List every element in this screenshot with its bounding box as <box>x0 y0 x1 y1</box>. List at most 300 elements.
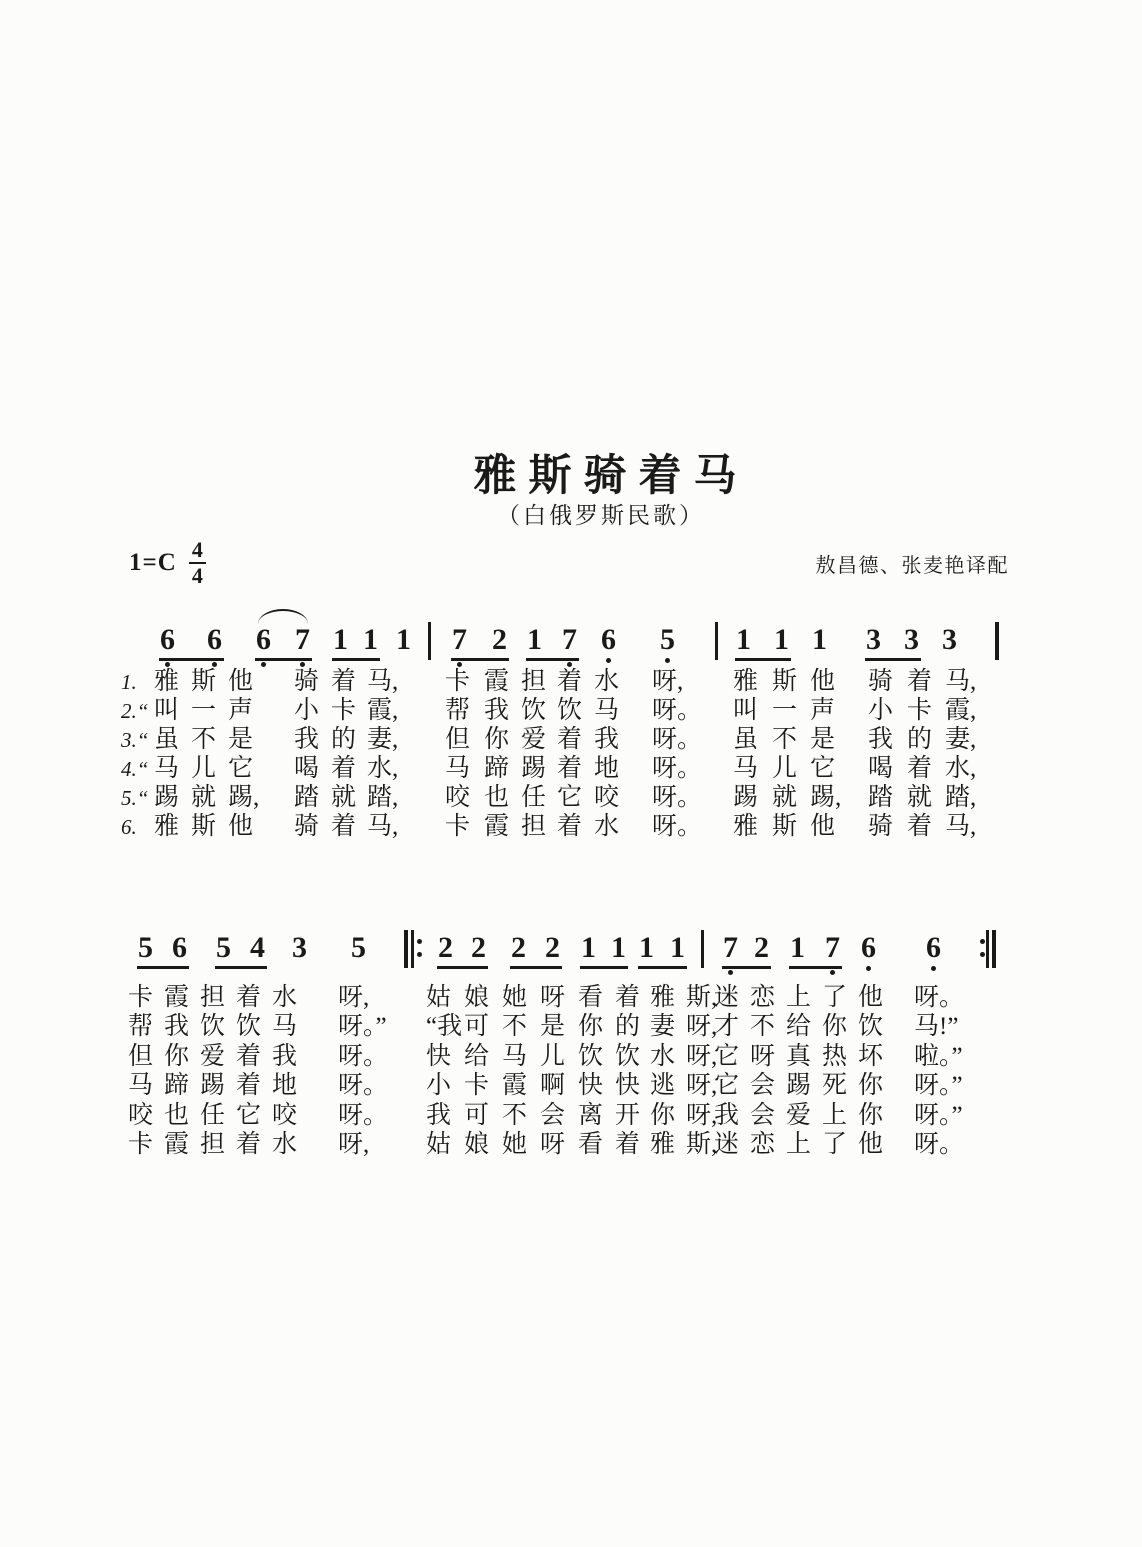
lyric-syllable: 饮 <box>578 1042 604 1070</box>
lyric-syllable: 踢 <box>786 1072 812 1100</box>
note-digit: 5 <box>660 623 675 656</box>
lyric-syllable: 踢, <box>228 784 260 811</box>
low-octave-dot <box>165 662 170 667</box>
lyric-syllable: 踢 <box>733 784 759 811</box>
lyric-syllable: 霞 <box>484 668 510 695</box>
lyric-syllable: 帮 <box>445 697 471 724</box>
lyric-syllable: 但 <box>128 1042 154 1070</box>
lyric-syllable: 卡 <box>907 697 933 724</box>
note-digit: 1 <box>581 931 596 964</box>
lyric-syllable: 卡 <box>128 1131 154 1158</box>
lyric-syllable: 水 <box>650 1042 676 1070</box>
lyric-syllable: 呀。 <box>338 1072 389 1100</box>
lyric-syllable: 卡 <box>464 1072 490 1100</box>
lyric-syllable: 真 <box>786 1042 812 1070</box>
lyric-syllable: 马 <box>128 1072 154 1100</box>
lyric-syllable: 呀, <box>338 984 370 1011</box>
lyric-syllable: 呀。 <box>914 1131 965 1158</box>
repeat-dot <box>980 952 985 957</box>
lyric-syllable: 就 <box>331 784 357 811</box>
lyric-syllable: 呀。 <box>338 1042 389 1070</box>
lyric-syllable: 着 <box>236 984 262 1011</box>
lyric-syllable: 水, <box>367 755 399 782</box>
lyric-syllable: 呀, <box>686 1072 718 1100</box>
lyric-syllable: 霞 <box>164 984 190 1011</box>
lyric-syllable: 踏 <box>294 784 320 811</box>
eighth-underline <box>735 658 791 661</box>
lyric-syllable: 水, <box>945 755 977 782</box>
lyric-syllable: 着 <box>236 1042 262 1070</box>
lyric-syllable: 娘 <box>464 1131 490 1158</box>
lyric-syllable: 斯 <box>772 668 798 695</box>
lyric-syllable: 你 <box>484 726 510 753</box>
lyric-syllable: 上 <box>786 984 812 1011</box>
note-digit: 1 <box>396 623 411 656</box>
song-title: 雅斯骑着马 <box>473 453 749 500</box>
lyric-syllable: 霞 <box>164 1131 190 1158</box>
lyric-syllable: 担 <box>521 813 547 840</box>
lyric-syllable: 儿 <box>191 755 217 782</box>
note-digit: 6 <box>601 623 616 656</box>
lyric-syllable: 马 <box>272 1013 298 1041</box>
note-digit: 1 <box>333 623 348 656</box>
lyric-syllable: 我 <box>594 726 620 753</box>
lyric-syllable: 踏, <box>367 784 399 811</box>
lyric-syllable: 不 <box>502 1013 528 1041</box>
lyric-syllable: 地 <box>272 1072 298 1100</box>
note-digit: 2 <box>471 931 486 964</box>
lyric-syllable: 呀。” <box>338 1013 387 1041</box>
lyric-syllable: 会 <box>540 1101 566 1129</box>
note-digit: 1 <box>670 931 685 964</box>
low-octave-dot <box>866 966 871 971</box>
lyric-syllable: 你 <box>650 1101 676 1129</box>
lyric-syllable: 的 <box>331 726 357 753</box>
note-digit: 1 <box>527 623 542 656</box>
lyric-syllable: 着 <box>907 668 933 695</box>
lyric-syllable: 妻, <box>945 726 977 753</box>
lyric-syllable: 蹄 <box>484 755 510 782</box>
lyric-syllable: 斯 <box>191 668 217 695</box>
note-digit: 5 <box>138 931 153 964</box>
lyric-syllable: 咬 <box>594 784 620 811</box>
lyric-syllable: 了 <box>822 1131 848 1158</box>
lyric-syllable: 恋 <box>750 984 776 1011</box>
lyric-syllable: 看 <box>578 1131 604 1158</box>
lyric-syllable: 他 <box>858 1131 884 1158</box>
lyric-syllable: 霞 <box>484 813 510 840</box>
low-octave-dot <box>606 658 611 663</box>
lyric-syllable: 但 <box>445 726 471 753</box>
lyric-syllable: 看 <box>578 984 604 1011</box>
lyric-syllable: 死 <box>822 1072 848 1100</box>
note-digit: 1 <box>790 931 805 964</box>
lyric-syllable: 上 <box>786 1131 812 1158</box>
song-subtitle: （白俄罗斯民歌） <box>497 503 705 528</box>
lyric-syllable: 迷 <box>714 1131 740 1158</box>
verse-number: 5.“ <box>121 786 149 810</box>
lyric-syllable: 着 <box>615 984 641 1011</box>
lyric-syllable: 它 <box>714 1072 740 1100</box>
lyric-syllable: 他 <box>810 668 836 695</box>
note-digit: 5 <box>216 931 231 964</box>
lyric-syllable: 雅 <box>154 813 180 840</box>
lyric-syllable: 斯, <box>686 1131 718 1158</box>
lyric-syllable: 姑 <box>426 984 452 1011</box>
lyric-syllable: 恋 <box>750 1131 776 1158</box>
lyric-syllable: 声 <box>228 697 254 724</box>
lyric-syllable: 着 <box>557 755 583 782</box>
lyric-syllable: 霞, <box>367 697 399 724</box>
lyric-syllable: 我 <box>294 726 320 753</box>
lyric-syllable: 马, <box>945 668 977 695</box>
lyric-syllable: 呀。 <box>914 984 965 1011</box>
lyric-syllable: 着 <box>331 755 357 782</box>
note-digit: 6 <box>926 931 941 964</box>
note-digit: 6 <box>861 931 876 964</box>
lyric-syllable: 快 <box>615 1072 641 1100</box>
lyric-syllable: 可 <box>464 1013 490 1041</box>
lyric-syllable: 雅 <box>650 984 676 1011</box>
key-and-meter <box>129 539 206 587</box>
low-octave-dot <box>212 662 217 667</box>
lyric-syllable: 给 <box>464 1042 490 1070</box>
eighth-underline <box>137 966 189 969</box>
lyric-syllable: 它 <box>557 784 583 811</box>
eighth-underline <box>526 658 579 661</box>
lyric-syllable: 呀, <box>686 1042 718 1070</box>
lyric-syllable: 呀, <box>686 1101 718 1129</box>
lyric-syllable: 妻 <box>650 1013 676 1041</box>
lyric-syllable: 水 <box>272 984 298 1011</box>
note-digit: 6 <box>160 623 175 656</box>
lyric-syllable: 也 <box>164 1101 190 1129</box>
lyric-syllable: 儿 <box>772 755 798 782</box>
lyric-syllable: 我 <box>272 1042 298 1070</box>
verse-number: 3.“ <box>121 728 149 752</box>
low-octave-dot <box>457 662 462 667</box>
lyric-syllable: 担 <box>521 668 547 695</box>
lyric-syllable: 咬 <box>445 784 471 811</box>
lyric-syllable: 着 <box>331 668 357 695</box>
note-digit: 2 <box>754 931 769 964</box>
lyric-syllable: 蹄 <box>164 1072 190 1100</box>
lyric-syllable: 就 <box>772 784 798 811</box>
meter-numerator: 4 <box>189 539 206 564</box>
lyric-syllable: 踏, <box>945 784 977 811</box>
lyric-syllable: 一 <box>191 697 217 724</box>
note-digit: 2 <box>511 931 526 964</box>
lyric-syllable: 马 <box>733 755 759 782</box>
lyric-syllable: 爱 <box>521 726 547 753</box>
lyric-syllable: 饮 <box>236 1013 262 1041</box>
lyric-syllable: 离 <box>578 1101 604 1129</box>
note-digit: 7 <box>825 931 840 964</box>
lyric-syllable: 霞 <box>502 1072 528 1100</box>
lyric-syllable: 马, <box>367 813 399 840</box>
barline <box>715 622 718 660</box>
lyric-syllable: 马, <box>945 813 977 840</box>
lyric-syllable: 是 <box>810 726 836 753</box>
eighth-underline <box>722 966 771 969</box>
low-octave-dot <box>567 662 572 667</box>
translator-credits: 敖昌德、张麦艳译配 <box>815 555 1009 577</box>
lyric-syllable: 叫 <box>733 697 759 724</box>
eighth-underline <box>255 658 312 661</box>
lyric-syllable: 马, <box>367 668 399 695</box>
lyric-syllable: 你 <box>858 1072 884 1100</box>
lyric-syllable: 不 <box>191 726 217 753</box>
lyric-syllable: 是 <box>540 1013 566 1041</box>
lyric-syllable: 爱 <box>786 1101 812 1129</box>
lyric-syllable: 着 <box>907 755 933 782</box>
lyric-syllable: 斯 <box>191 813 217 840</box>
lyric-syllable: 小 <box>426 1072 452 1100</box>
lyric-syllable: 坏 <box>858 1042 884 1070</box>
lyric-syllable: 上 <box>822 1101 848 1129</box>
lyric-syllable: 踏 <box>868 784 894 811</box>
lyric-syllable: 的 <box>907 726 933 753</box>
lyric-syllable: 呀。” <box>914 1101 963 1129</box>
lyric-syllable: 呀 <box>540 1131 566 1158</box>
note-digit: 7 <box>295 623 310 656</box>
lyric-syllable: 着 <box>907 813 933 840</box>
lyric-syllable: 卡 <box>445 813 471 840</box>
note-digit: 4 <box>250 931 265 964</box>
lyric-syllable: 呀。 <box>652 813 703 840</box>
lyric-syllable: 它 <box>236 1101 262 1129</box>
lyric-syllable: 着 <box>236 1131 262 1158</box>
lyric-syllable: 任 <box>521 784 547 811</box>
lyric-syllable: 呀, <box>652 668 684 695</box>
barline <box>428 622 431 660</box>
lyric-syllable: 逃 <box>650 1072 676 1100</box>
lyric-syllable: 不 <box>502 1101 528 1129</box>
lyric-syllable: 快 <box>578 1072 604 1100</box>
lyric-syllable: 小 <box>294 697 320 724</box>
lyric-syllable: 给 <box>786 1013 812 1041</box>
lyric-syllable: 不 <box>772 726 798 753</box>
lyric-syllable: 饮 <box>615 1042 641 1070</box>
low-octave-dot <box>261 662 266 667</box>
lyric-syllable: 的 <box>615 1013 641 1041</box>
lyric-syllable: 会 <box>750 1072 776 1100</box>
meter-denominator: 4 <box>191 563 203 588</box>
lyric-syllable: 可 <box>464 1101 490 1129</box>
note-digit: 6 <box>256 623 271 656</box>
verse-number: 2.“ <box>121 699 149 723</box>
note-digit: 6 <box>172 931 187 964</box>
note-digit: 1 <box>611 931 626 964</box>
lyric-syllable: 它 <box>228 755 254 782</box>
note-digit: 7 <box>723 931 738 964</box>
lyric-syllable: 他 <box>228 813 254 840</box>
lyric-syllable: 呀 <box>750 1042 776 1070</box>
repeat-dot <box>417 952 422 957</box>
lyric-syllable: 你 <box>578 1013 604 1041</box>
repeat-start-barline <box>411 930 414 968</box>
lyric-syllable: 踢 <box>521 755 547 782</box>
note-digit: 6 <box>207 623 222 656</box>
lyric-syllable: 咬 <box>128 1101 154 1129</box>
lyric-syllable: 啦。” <box>914 1042 963 1070</box>
lyric-syllable: 踢 <box>154 784 180 811</box>
lyric-syllable: 娘 <box>464 984 490 1011</box>
eighth-underline <box>451 658 509 661</box>
lyric-syllable: 担 <box>200 1131 226 1158</box>
lyric-syllable: 着 <box>236 1072 262 1100</box>
note-digit: 1 <box>736 623 751 656</box>
lyric-syllable: 她 <box>502 984 528 1011</box>
lyric-syllable: 雅 <box>650 1131 676 1158</box>
lyric-syllable: 小 <box>868 697 894 724</box>
lyric-syllable: 咬 <box>272 1101 298 1129</box>
lyric-syllable: 饮 <box>521 697 547 724</box>
lyric-syllable: 雅 <box>733 813 759 840</box>
lyric-syllable: 儿 <box>540 1042 566 1070</box>
lyric-syllable: 水 <box>594 668 620 695</box>
lyric-syllable: 骑 <box>868 668 894 695</box>
eighth-underline <box>580 966 628 969</box>
note-digit: 5 <box>351 931 366 964</box>
lyric-syllable: 骑 <box>868 813 894 840</box>
lyric-syllable: 她 <box>502 1131 528 1158</box>
repeat-dot <box>980 939 985 944</box>
lyric-syllable: 它 <box>714 1042 740 1070</box>
lyric-syllable: 开 <box>615 1101 641 1129</box>
lyric-syllable: 一 <box>772 697 798 724</box>
lyric-syllable: 地 <box>594 755 620 782</box>
lyric-syllable: 快 <box>426 1042 452 1070</box>
lyric-syllable: 呀, <box>686 1013 718 1041</box>
note-digit: 3 <box>866 623 881 656</box>
lyric-syllable: 呀, <box>338 1131 370 1158</box>
lyric-syllable: 呀 <box>540 984 566 1011</box>
lyric-syllable: 饮 <box>200 1013 226 1041</box>
barline <box>701 930 704 968</box>
lyric-syllable: 姑 <box>426 1131 452 1158</box>
lyric-syllable: 任 <box>200 1101 226 1129</box>
lyric-syllable: 就 <box>907 784 933 811</box>
lyric-syllable: 雅 <box>154 668 180 695</box>
lyric-syllable: “我 <box>426 1013 463 1041</box>
slur-arc <box>258 609 308 624</box>
eighth-underline <box>159 658 224 661</box>
verse-number: 1. <box>121 670 137 694</box>
lyric-syllable: 马 <box>154 755 180 782</box>
lyric-syllable: 卡 <box>445 668 471 695</box>
lyric-syllable: 我 <box>164 1013 190 1041</box>
eighth-underline <box>865 658 921 661</box>
lyric-syllable: 妻, <box>367 726 399 753</box>
lyric-syllable: 会 <box>750 1101 776 1129</box>
lyric-syllable: 担 <box>200 984 226 1011</box>
lyric-syllable: 着 <box>615 1131 641 1158</box>
lyric-syllable: 你 <box>164 1042 190 1070</box>
lyric-syllable: 你 <box>858 1101 884 1129</box>
lyric-syllable: 踢 <box>200 1072 226 1100</box>
eighth-underline <box>638 966 687 969</box>
lyric-syllable: 饮 <box>858 1013 884 1041</box>
eighth-underline <box>510 966 562 969</box>
note-digit: 1 <box>639 931 654 964</box>
note-digit: 3 <box>292 931 307 964</box>
lyric-syllable: 霞, <box>945 697 977 724</box>
lyric-syllable: 叫 <box>154 697 180 724</box>
note-digit: 2 <box>438 931 453 964</box>
verse-number: 4.“ <box>121 757 149 781</box>
lyric-syllable: 他 <box>228 668 254 695</box>
lyric-syllable: 饮 <box>557 697 583 724</box>
note-digit: 1 <box>363 623 378 656</box>
lyric-syllable: 虽 <box>733 726 759 753</box>
low-octave-dot <box>728 970 733 975</box>
lyric-syllable: 虽 <box>154 726 180 753</box>
lyric-syllable: 热 <box>822 1042 848 1070</box>
lyric-syllable: 爱 <box>200 1042 226 1070</box>
low-octave-dot <box>931 966 936 971</box>
key-signature: 1=C <box>129 549 177 576</box>
time-signature <box>189 539 206 587</box>
lyric-syllable: 雅 <box>733 668 759 695</box>
lyric-syllable: 呀。 <box>652 726 703 753</box>
repeat-start-barline <box>404 930 408 968</box>
lyric-syllable: 啊 <box>540 1072 566 1100</box>
lyric-syllable: 踢, <box>810 784 842 811</box>
verse-number: 6. <box>121 815 137 839</box>
lyric-syllable: 呀。 <box>338 1101 389 1129</box>
low-octave-dot <box>830 970 835 975</box>
lyric-syllable: 他 <box>810 813 836 840</box>
lyric-syllable: 了 <box>822 984 848 1011</box>
lyric-syllable: 是 <box>228 726 254 753</box>
lyric-syllable: 着 <box>557 813 583 840</box>
lyric-syllable: 马!” <box>914 1013 959 1041</box>
note-digit: 2 <box>492 623 507 656</box>
note-digit: 3 <box>942 623 957 656</box>
lyric-syllable: 它 <box>810 755 836 782</box>
lyric-syllable: 我 <box>484 697 510 724</box>
lyric-syllable: 声 <box>810 697 836 724</box>
lyric-syllable: 呀。 <box>652 784 703 811</box>
repeat-dot <box>417 939 422 944</box>
repeat-end-barline <box>986 930 989 968</box>
low-octave-dot <box>300 662 305 667</box>
lyric-syllable: 马 <box>445 755 471 782</box>
lyric-syllable: 帮 <box>128 1013 154 1041</box>
note-digit: 7 <box>452 623 467 656</box>
lyric-syllable: 水 <box>272 1131 298 1158</box>
lyric-syllable: 着 <box>331 813 357 840</box>
lyric-syllable: 着 <box>557 726 583 753</box>
lyric-syllable: 你 <box>822 1013 848 1041</box>
note-digit: 1 <box>774 623 789 656</box>
lyric-syllable: 马 <box>594 697 620 724</box>
lyric-syllable: 我 <box>714 1101 740 1129</box>
eighth-underline <box>789 966 842 969</box>
lyric-syllable: 也 <box>484 784 510 811</box>
lyric-syllable: 呀。” <box>914 1072 963 1100</box>
lyric-syllable: 水 <box>594 813 620 840</box>
lyric-syllable: 不 <box>750 1013 776 1041</box>
lyric-syllable: 呀。 <box>652 755 703 782</box>
repeat-end-barline <box>992 930 996 968</box>
note-digit: 3 <box>904 623 919 656</box>
lyric-syllable: 他 <box>858 984 884 1011</box>
lyric-syllable: 才 <box>714 1013 740 1041</box>
lyric-syllable: 马 <box>502 1042 528 1070</box>
lyric-syllable: 骑 <box>294 813 320 840</box>
